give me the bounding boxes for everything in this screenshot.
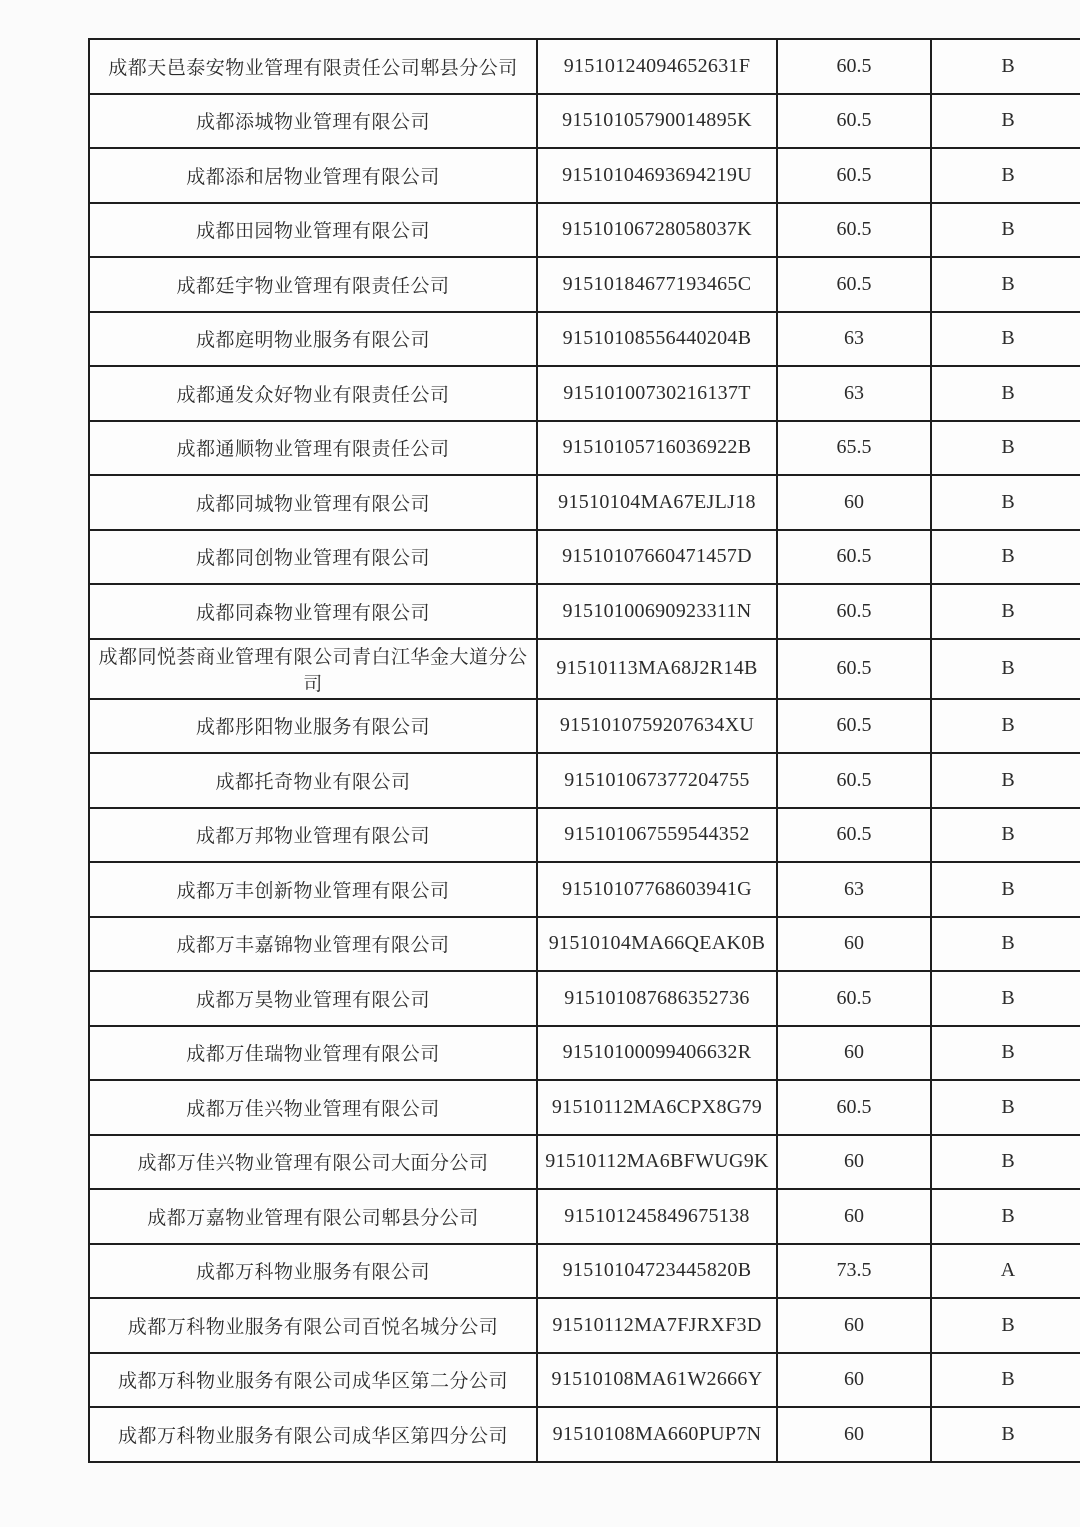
cell-credit-code: 91510106728058037K bbox=[537, 203, 777, 258]
cell-company-name: 成都万科物业服务有限公司百悦名城分公司 bbox=[89, 1298, 537, 1353]
cell-credit-code: 9151010759207634XU bbox=[537, 699, 777, 754]
cell-score: 60.5 bbox=[777, 257, 931, 312]
cell-score: 60.5 bbox=[777, 148, 931, 203]
cell-credit-code: 91510124094652631F bbox=[537, 39, 777, 94]
cell-credit-code: 915101245849675138 bbox=[537, 1189, 777, 1244]
cell-credit-code: 91510113MA68J2R14B bbox=[537, 639, 777, 699]
cell-credit-code: 91510108556440204B bbox=[537, 312, 777, 367]
cell-credit-code: 91510104MA66QEAK0B bbox=[537, 917, 777, 972]
cell-company-name: 成都同森物业管理有限公司 bbox=[89, 584, 537, 639]
cell-company-name: 成都万嘉物业管理有限公司郫县分公司 bbox=[89, 1189, 537, 1244]
table-row bbox=[89, 917, 1080, 972]
cell-grade: B bbox=[931, 753, 1080, 808]
table-row bbox=[89, 971, 1080, 1026]
cell-score: 60.5 bbox=[777, 530, 931, 585]
cell-company-name: 成都万丰创新物业管理有限公司 bbox=[89, 862, 537, 917]
cell-company-name: 成都廷宇物业管理有限责任公司 bbox=[89, 257, 537, 312]
cell-credit-code: 91510104MA67EJLJ18 bbox=[537, 475, 777, 530]
cell-score: 60 bbox=[777, 475, 931, 530]
cell-grade: B bbox=[931, 203, 1080, 258]
cell-grade: B bbox=[931, 1026, 1080, 1081]
cell-grade: B bbox=[931, 148, 1080, 203]
cell-credit-code: 915101067377204755 bbox=[537, 753, 777, 808]
cell-credit-code: 91510100099406632R bbox=[537, 1026, 777, 1081]
cell-credit-code: 91510105716036922B bbox=[537, 421, 777, 476]
table-row bbox=[89, 699, 1080, 754]
cell-credit-code: 91510100690923311N bbox=[537, 584, 777, 639]
cell-score: 60.5 bbox=[777, 699, 931, 754]
cell-score: 63 bbox=[777, 312, 931, 367]
table-row bbox=[89, 421, 1080, 476]
cell-credit-code: 91510100730216137T bbox=[537, 366, 777, 421]
cell-grade: B bbox=[931, 366, 1080, 421]
cell-score: 60.5 bbox=[777, 753, 931, 808]
cell-company-name: 成都万科物业服务有限公司成华区第二分公司 bbox=[89, 1353, 537, 1408]
cell-company-name: 成都万佳兴物业管理有限公司大面分公司 bbox=[89, 1135, 537, 1190]
cell-credit-code: 915101067559544352 bbox=[537, 808, 777, 863]
cell-score: 60.5 bbox=[777, 971, 931, 1026]
cell-score: 60.5 bbox=[777, 808, 931, 863]
table-row bbox=[89, 148, 1080, 203]
cell-company-name: 成都万佳兴物业管理有限公司 bbox=[89, 1080, 537, 1135]
cell-grade: B bbox=[931, 862, 1080, 917]
cell-credit-code: 91510108MA61W2666Y bbox=[537, 1353, 777, 1408]
table-row bbox=[89, 1298, 1080, 1353]
cell-grade: B bbox=[931, 971, 1080, 1026]
cell-credit-code: 915101087686352736 bbox=[537, 971, 777, 1026]
table-row bbox=[89, 94, 1080, 149]
table-row bbox=[89, 753, 1080, 808]
cell-company-name: 成都添和居物业管理有限公司 bbox=[89, 148, 537, 203]
cell-credit-code: 91510112MA6BFWUG9K bbox=[537, 1135, 777, 1190]
table-row bbox=[89, 1189, 1080, 1244]
cell-company-name: 成都万昊物业管理有限公司 bbox=[89, 971, 537, 1026]
cell-credit-code: 91510104693694219U bbox=[537, 148, 777, 203]
table-row bbox=[89, 862, 1080, 917]
cell-credit-code: 91510112MA7FJRXF3D bbox=[537, 1298, 777, 1353]
cell-grade: B bbox=[931, 1189, 1080, 1244]
cell-grade: A bbox=[931, 1244, 1080, 1299]
table-row bbox=[89, 366, 1080, 421]
cell-score: 60 bbox=[777, 1189, 931, 1244]
cell-grade: B bbox=[931, 475, 1080, 530]
table-row bbox=[89, 584, 1080, 639]
cell-score: 60.5 bbox=[777, 584, 931, 639]
cell-grade: B bbox=[931, 1353, 1080, 1408]
cell-company-name: 成都彤阳物业服务有限公司 bbox=[89, 699, 537, 754]
cell-grade: B bbox=[931, 1080, 1080, 1135]
cell-score: 60 bbox=[777, 1135, 931, 1190]
cell-score: 60 bbox=[777, 1298, 931, 1353]
cell-score: 63 bbox=[777, 862, 931, 917]
table-row bbox=[89, 203, 1080, 258]
cell-grade: B bbox=[931, 39, 1080, 94]
cell-credit-code: 91510104723445820B bbox=[537, 1244, 777, 1299]
cell-score: 60.5 bbox=[777, 94, 931, 149]
table-row bbox=[89, 475, 1080, 530]
cell-score: 60 bbox=[777, 1407, 931, 1462]
cell-company-name: 成都万丰嘉锦物业管理有限公司 bbox=[89, 917, 537, 972]
table-row bbox=[89, 1135, 1080, 1190]
cell-score: 73.5 bbox=[777, 1244, 931, 1299]
rating-table bbox=[88, 38, 1080, 1463]
cell-company-name: 成都庭明物业服务有限公司 bbox=[89, 312, 537, 367]
cell-company-name: 成都万佳瑞物业管理有限公司 bbox=[89, 1026, 537, 1081]
cell-grade: B bbox=[931, 1135, 1080, 1190]
table-row bbox=[89, 312, 1080, 367]
cell-score: 60 bbox=[777, 917, 931, 972]
cell-credit-code: 91510184677193465C bbox=[537, 257, 777, 312]
cell-score: 63 bbox=[777, 366, 931, 421]
table-row bbox=[89, 1244, 1080, 1299]
cell-grade: B bbox=[931, 917, 1080, 972]
table-row bbox=[89, 39, 1080, 94]
cell-grade: B bbox=[931, 1407, 1080, 1462]
cell-grade: B bbox=[931, 530, 1080, 585]
cell-company-name: 成都通发众好物业有限责任公司 bbox=[89, 366, 537, 421]
table-row bbox=[89, 808, 1080, 863]
cell-score: 60.5 bbox=[777, 203, 931, 258]
cell-grade: B bbox=[931, 808, 1080, 863]
cell-grade: B bbox=[931, 257, 1080, 312]
cell-score: 60 bbox=[777, 1353, 931, 1408]
cell-company-name: 成都同创物业管理有限公司 bbox=[89, 530, 537, 585]
cell-grade: B bbox=[931, 421, 1080, 476]
cell-score: 60.5 bbox=[777, 639, 931, 699]
cell-score: 65.5 bbox=[777, 421, 931, 476]
cell-company-name: 成都同城物业管理有限公司 bbox=[89, 475, 537, 530]
cell-credit-code: 91510108MA660PUP7N bbox=[537, 1407, 777, 1462]
cell-company-name: 成都通顺物业管理有限责任公司 bbox=[89, 421, 537, 476]
cell-credit-code: 91510107768603941G bbox=[537, 862, 777, 917]
cell-company-name: 成都托奇物业有限公司 bbox=[89, 753, 537, 808]
cell-company-name: 成都万科物业服务有限公司成华区第四分公司 bbox=[89, 1407, 537, 1462]
cell-grade: B bbox=[931, 1298, 1080, 1353]
cell-company-name: 成都天邑泰安物业管理有限责任公司郫县分公司 bbox=[89, 39, 537, 94]
table-row bbox=[89, 1026, 1080, 1081]
table-row bbox=[89, 1407, 1080, 1462]
cell-score: 60.5 bbox=[777, 1080, 931, 1135]
cell-company-name: 成都添城物业管理有限公司 bbox=[89, 94, 537, 149]
table-row bbox=[89, 1080, 1080, 1135]
cell-company-name: 成都万邦物业管理有限公司 bbox=[89, 808, 537, 863]
cell-grade: B bbox=[931, 94, 1080, 149]
cell-credit-code: 91510105790014895K bbox=[537, 94, 777, 149]
rating-table-body bbox=[89, 39, 1080, 1462]
cell-grade: B bbox=[931, 584, 1080, 639]
cell-credit-code: 91510112MA6CPX8G79 bbox=[537, 1080, 777, 1135]
cell-grade: B bbox=[931, 699, 1080, 754]
cell-score: 60 bbox=[777, 1026, 931, 1081]
cell-company-name: 成都同悦荟商业管理有限公司青白江华金大道分公司 bbox=[89, 639, 537, 699]
cell-grade: B bbox=[931, 639, 1080, 699]
table-row bbox=[89, 1353, 1080, 1408]
table-row bbox=[89, 530, 1080, 585]
cell-company-name: 成都万科物业服务有限公司 bbox=[89, 1244, 537, 1299]
cell-grade: B bbox=[931, 312, 1080, 367]
table-row bbox=[89, 639, 1080, 699]
cell-company-name: 成都田园物业管理有限公司 bbox=[89, 203, 537, 258]
table-row bbox=[89, 257, 1080, 312]
cell-score: 60.5 bbox=[777, 39, 931, 94]
cell-credit-code: 91510107660471457D bbox=[537, 530, 777, 585]
